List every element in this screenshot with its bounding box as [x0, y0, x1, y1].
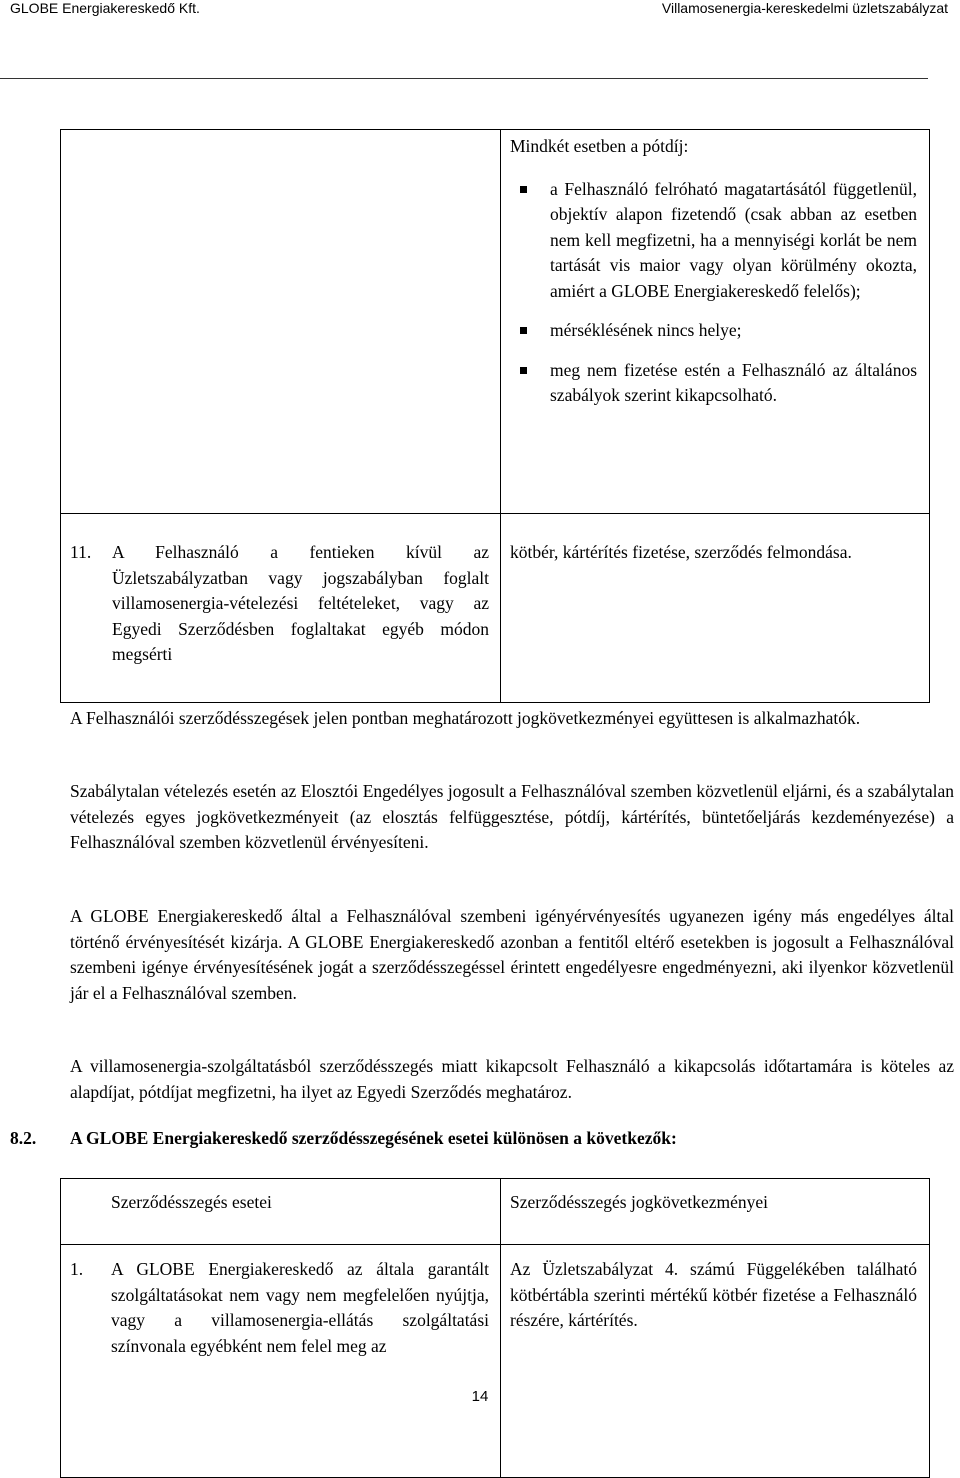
column-header: Szerződésszegés esetei: [61, 1179, 501, 1245]
square-bullet-icon: [520, 186, 527, 193]
consequence-text: Az Üzletszabályzat 4. számú Függelékében található kötbértábla szerinti mértékű kötbér fizetése a Felhasználó részére, kártérítés.: [510, 1259, 917, 1330]
paragraph: A Felhasználói szerződésszegések jelen pontban meghatározott jogkövetkezményei együttesen is alkalmazhatók.: [70, 708, 861, 728]
paragraph: A GLOBE Energiakereskedő által a Felhasználóval szembeni igényérvényesítés ugyanezen igény más engedélyes által történő érvényesítését kizárja. A GLOBE Energiakereskedő azonban a fentitől eltérő esetekben is jogosult a Felhasználóval szembeni igénye érvényesítésének jogát a szerződésszegéssel érintett engedélyesre engedményezni, aki ilyenkor közvetlenül jár el a Felhasználóval szemben.: [70, 906, 954, 1004]
column-header: Szerződésszegés jogkövetkezményei: [501, 1179, 930, 1245]
paragraph: Szabálytalan vételezés esetén az Elosztói Engedélyes jogosult a Felhasználóval szemben közvetlenül eljárni, és a szabálytalan vételezés egyes jogkövetkezményeit (az elosztás felfüggesztése, pótdíj, kártérítés, büntetőeljárás kezdeményezése) a Felhasználóval szemben közvetlenül érvényesíteni.: [70, 781, 954, 853]
paragraph: A villamosenergia-szolgáltatásból szerződésszegés miatt kikapcsolt Felhasználó a kikapcsolás időtartamára is köteles az alapdíjat, pótdíjat megfizetni, ha ilyet az Egyedi Szerződés meghatároz.: [70, 1056, 954, 1102]
breach-table-top: [60, 129, 930, 703]
table-cell-case: [61, 514, 501, 703]
row-number: 11.: [70, 542, 92, 562]
table-row: [61, 130, 930, 514]
header-company: GLOBE Energiakereskedő Kft.: [10, 0, 200, 16]
table-row: [61, 1245, 930, 1478]
case-text: A GLOBE Energiakereskedő az általa garantált szolgáltatásokat nem vagy nem megfelelően nyújtja, vagy a villamosenergia-ellátás szolgáltatási színvonala egyébként nem felel meg az: [111, 1259, 489, 1356]
page-header: [0, 0, 960, 30]
table-cell-empty: [61, 130, 501, 514]
page-number: 14: [471, 1388, 489, 1405]
square-bullet-icon: [520, 367, 527, 374]
header-doc-title: Villamosenergia-kereskedelmi üzletszabályzat: [661, 0, 948, 16]
list-item: a Felhasználó felróható magatartásától függetlenül, objektív alapon fizetendő (csak abban az esetben nem kell megfizetni, ha a mennyiségi korlát be nem tartását vis maior vagy olyan körülmény okozta, amiért a GLOBE Energiakereskedő felelős);: [510, 177, 917, 305]
table-row: [61, 514, 930, 703]
consequence-text: kötbér, kártérítés fizetése, szerződés felmondása.: [510, 542, 852, 562]
table-cell-case: [61, 1245, 501, 1478]
square-bullet-icon: [520, 327, 527, 334]
table-cell-consequence: [501, 514, 930, 703]
table-header-row: [61, 1179, 930, 1245]
case-text: A Felhasználó a fentieken kívül az Üzletszabályzatban vagy jogszabályban foglalt villamosenergia-vételezési feltételeket, vagy az Egyedi Szerződésben foglaltakat egyéb módon megsérti: [112, 542, 489, 664]
section-title: A GLOBE Energiakereskedő szerződésszegésének esetei különösen a következők:: [70, 1128, 677, 1148]
breach-table-bottom: [60, 1178, 930, 1478]
table-cell-consequence: [501, 130, 930, 514]
section-number: 8.2.: [10, 1128, 37, 1148]
list-item: mérséklésének nincs helye;: [510, 318, 917, 344]
consequence-intro: Mindkét esetben a pótdíj:: [510, 136, 689, 156]
list-item: meg nem fizetése estén a Felhasználó az általános szabályok szerint kikapcsolható.: [510, 358, 917, 409]
header-rule: [0, 78, 928, 79]
table-cell-consequence: [501, 1245, 930, 1478]
row-number: 1.: [70, 1259, 84, 1279]
